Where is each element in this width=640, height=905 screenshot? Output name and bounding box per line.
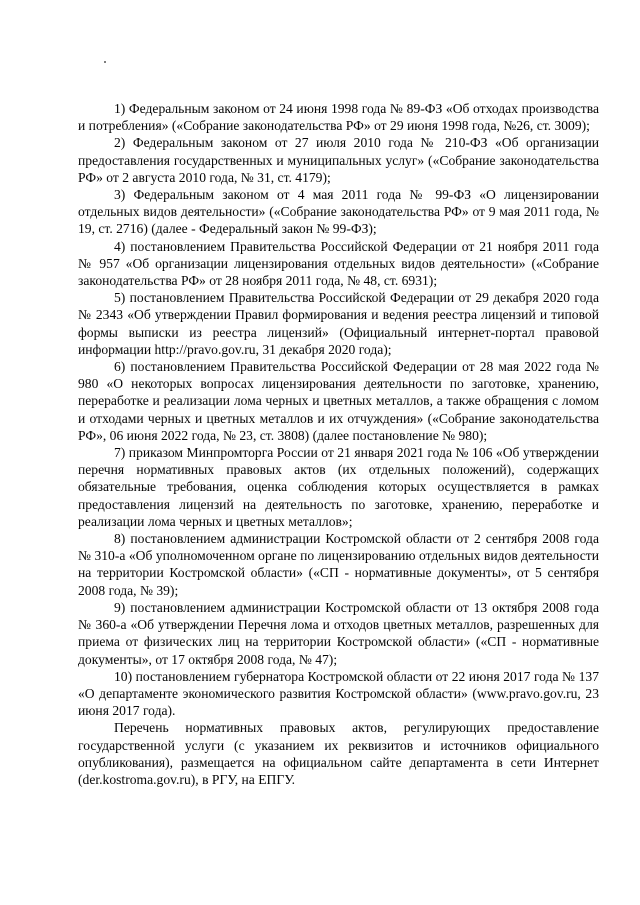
list-item-6: 6) постановлением Правительства Российской Федерации от 28 мая 2022 года № 980 «О некоторых вопросах лицензирования деятельности по заготовке, хранению, переработке и реализации лома черных и цветных металлов, а также обращения с ломом и отходами черных и цветных металлов и их отчуждения» («Собрание законодательства РФ», 06 июня 2022 года, № 23, ст. 3808) (далее постановление № 980); [78, 359, 599, 443]
document-body [78, 100, 599, 788]
list-item-2: 2) Федеральным законом от 27 июля 2010 года № 210-ФЗ «Об организации предоставления государственных и муниципальных услуг» («Собрание законодательства РФ» от 2 августа 2010 года, № 31, ст. 4179); [78, 135, 599, 185]
list-item-9: 9) постановлением администрации Костромской области от 13 октября 2008 года № 360-а «Об утверждении Перечня лома и отходов цветных металлов, разрешенных для приема от физических лиц на территории Костромской области» («СП - нормативные документы», от 17 октября 2008 года, № 47); [78, 599, 599, 667]
list-item-10: 10) постановлением губернатора Костромской области от 22 июня 2017 года № 137 «О департаменте экономического развития Костромской области» (www.pravo.gov.ru, 23 июня 2017 года). [78, 668, 599, 719]
closing-paragraph: Перечень нормативных правовых актов, регулирующих предоставление государственной услуги (с указанием их реквизитов и источников официального опубликования), размещается на официальном сайте департамента в сети Интернет (der.kostroma.gov.ru), в РГУ, на ЕПГУ. [78, 720, 599, 787]
list-item-3: 3) Федеральным законом от 4 мая 2011 года № 99-ФЗ «О лицензировании отдельных видов деятельности» («Собрание законодательства РФ» от 9 мая 2011 года, № 19, ст. 2716) (далее - Федеральный закон № 99-ФЗ); [78, 187, 599, 237]
list-item-4: 4) постановлением Правительства Российской Федерации от 21 ноября 2011 года № 957 «Об организации лицензирования отдельных видов деятельности» («Собрание законодательства РФ» от 28 ноября 2011 года, № 48, ст. 6931); [78, 238, 599, 289]
list-item-1: 1) Федеральным законом от 24 июня 1998 года № 89-ФЗ «Об отходах производства и потребления» («Собрание законодательства РФ» от 29 июня 1998 года, №26, ст. 3009); [78, 101, 599, 134]
list-item-5: 5) постановлением Правительства Российской Федерации от 29 декабря 2020 года № 2343 «Об утверждении Правил формирования и ведения реестра лицензий и типовой формы выписки из реестра лицензий» (Официальный интернет-портал правовой информации http://pravo.gov.ru, 31 декабря 2020 года); [78, 290, 599, 357]
list-item-7: 7) приказом Минпромторга России от 21 января 2021 года № 106 «Об утверждении перечня нормативных правовых актов (их отдельных положений), содержащих обязательные требования, оценка соблюдения которых осуществляется в рамках предоставления лицензий на деятельность по заготовке, хранению, переработке и реализации лома черных и цветных металлов»; [78, 445, 599, 529]
scan-speck [104, 61, 106, 63]
list-item-8: 8) постановлением администрации Костромской области от 2 сентября 2008 года № 310-а «Об уполномоченном органе по лицензированию отдельных видов деятельности на территории Костромской области» («СП - нормативные документы», от 5 сентября 2008 года, № 39); [78, 531, 599, 598]
